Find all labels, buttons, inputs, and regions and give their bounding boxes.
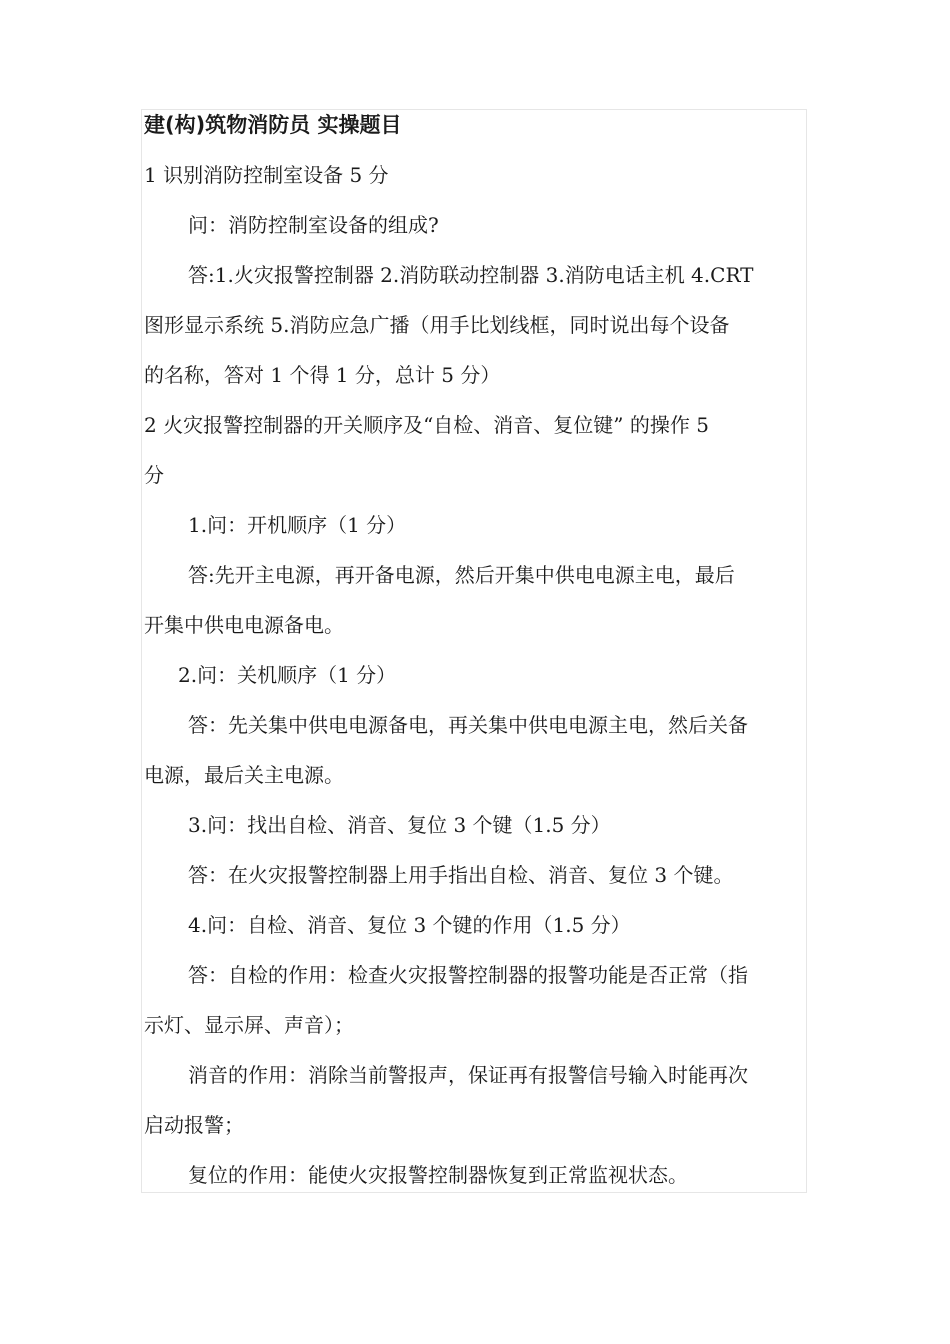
section-heading-1: 1 识别消防控制室设备 5 分 (144, 163, 389, 187)
section-heading-2-cont: 分 (144, 463, 164, 487)
answer-line: 答:先开主电源，再开备电源，然后开集中供电电源主电，最后 (188, 563, 735, 587)
answer-line: 答：先关集中供电电源备电，再关集中供电电源主电，然后关备 (188, 713, 748, 737)
answer-line: 示灯、显示屏、声音）； (144, 1013, 354, 1037)
question-line: 2.问：关机顺序（1 分） (178, 663, 397, 687)
question-line: 问：消防控制室设备的组成? (188, 213, 439, 237)
answer-line: 答:1.火灾报警控制器 2.消防联动控制器 3.消防电话主机 4.CRT (188, 263, 754, 287)
answer-line: 答：自检的作用：检查火灾报警控制器的报警功能是否正常（指 (188, 963, 748, 987)
document-title: 建(构)筑物消防员 实操题目 (144, 113, 402, 137)
answer-line: 答：在火灾报警控制器上用手指出自检、消音、复位 3 个键。 (188, 863, 734, 887)
answer-line: 的名称，答对 1 个得 1 分，总计 5 分） (144, 363, 501, 387)
section-heading-2: 2 火灾报警控制器的开关顺序及“自检、消音、复位键” 的操作 5 (144, 413, 709, 437)
question-line: 1.问：开机顺序（1 分） (188, 513, 407, 537)
document-body (144, 100, 816, 1200)
question-line: 4.问：自检、消音、复位 3 个键的作用（1.5 分） (188, 913, 631, 937)
answer-line: 复位的作用：能使火灾报警控制器恢复到正常监视状态。 (188, 1163, 688, 1187)
answer-line: 启动报警； (144, 1113, 244, 1137)
answer-line: 开集中供电电源备电。 (144, 613, 344, 637)
answer-line: 电源，最后关主电源。 (144, 763, 344, 787)
answer-line: 消音的作用：消除当前警报声，保证再有报警信号输入时能再次 (188, 1063, 748, 1087)
question-line: 3.问：找出自检、消音、复位 3 个键（1.5 分） (188, 813, 611, 837)
answer-line: 图形显示系统 5.消防应急广播（用手比划线框，同时说出每个设备 (144, 313, 730, 337)
